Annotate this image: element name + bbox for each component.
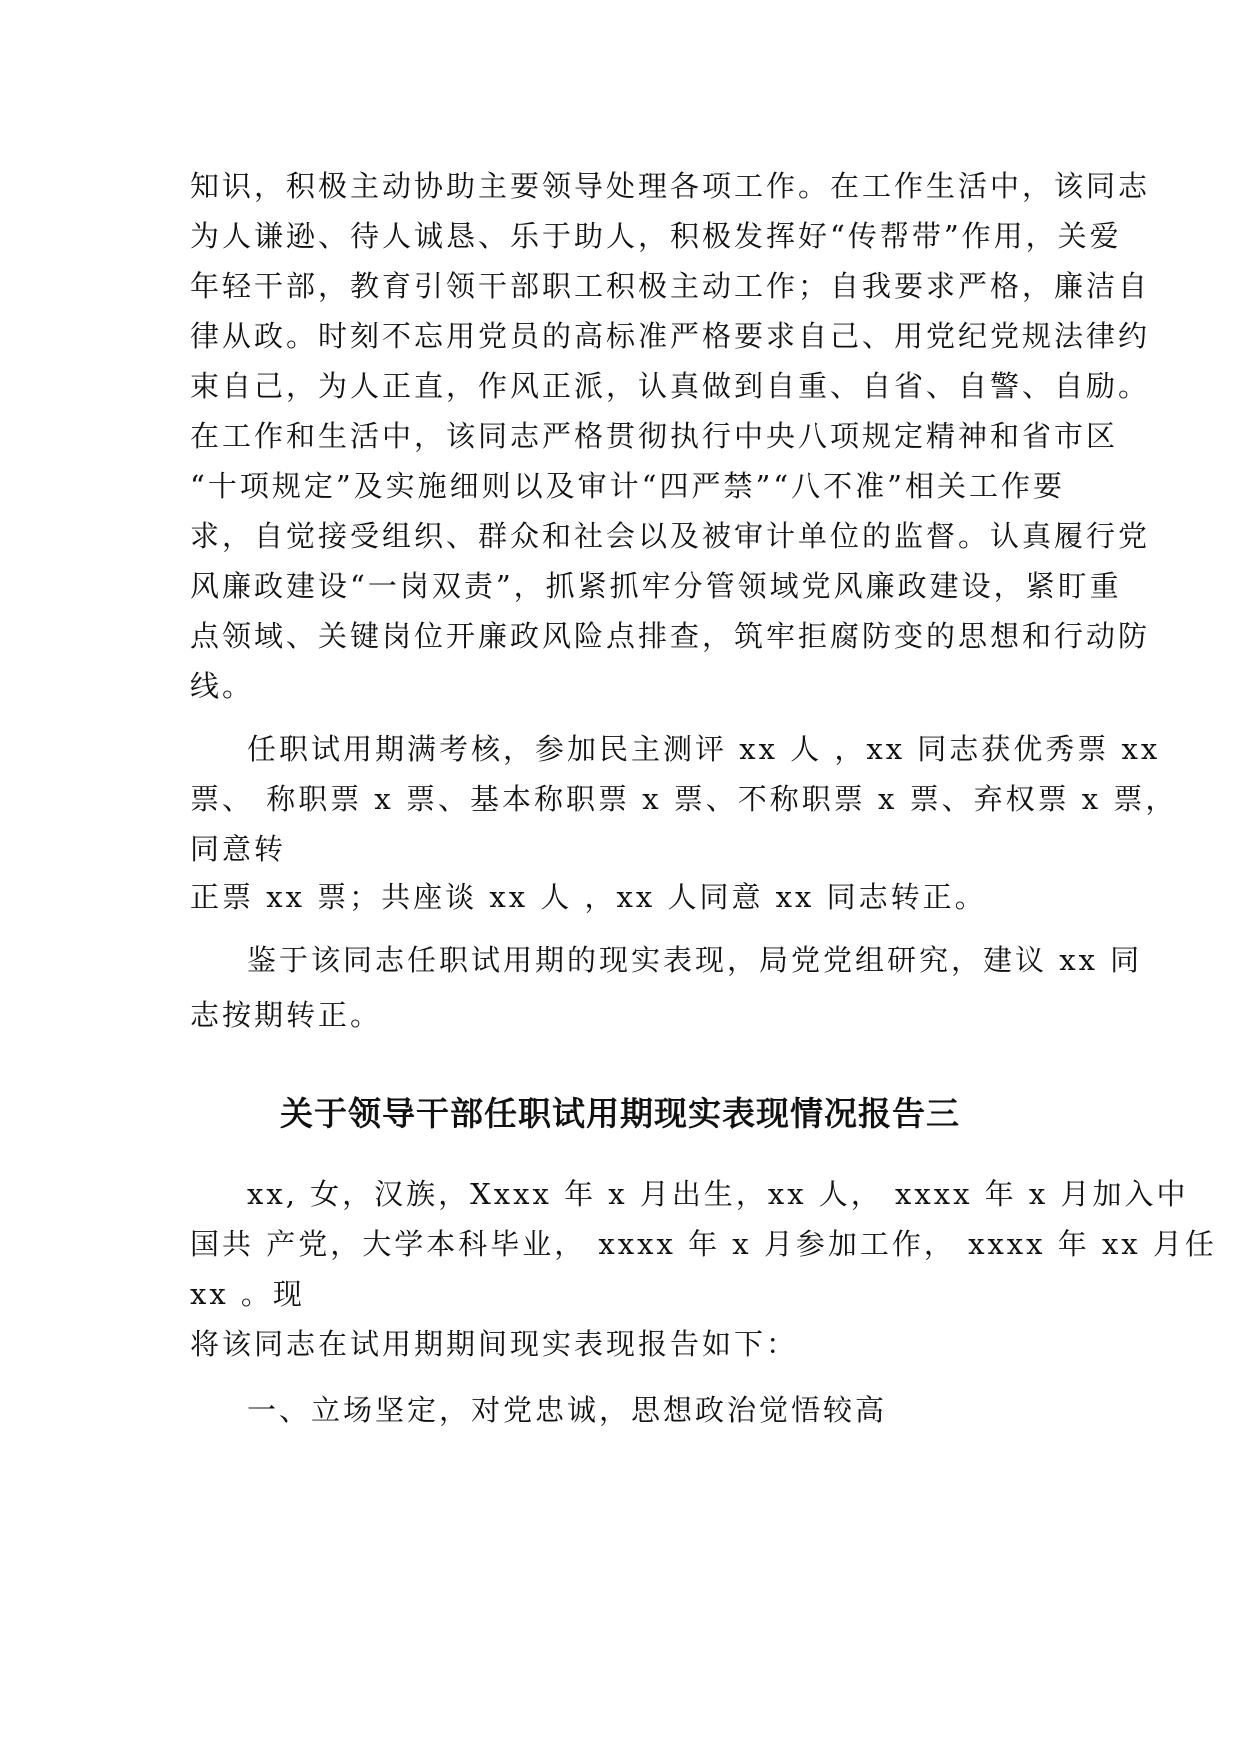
paragraph-line: 任职试用期满考核，参加民主测评 xx 人 ，xx 同志获优秀票 xx	[247, 732, 1161, 766]
paragraph-line: “十项规定”及实施细则以及审计“四严禁”“八不准”相关工作要	[190, 469, 1065, 503]
paragraph-line: 将该同志在试用期期间现实表现报告如下：	[190, 1327, 799, 1361]
paragraph-line: 为人谦逊、待人诚恳、乐于助人，积极发挥好“传帮带”作用，关爱	[190, 219, 1122, 253]
paragraph-line: 束自己，为人正直，作风正派，认真做到自重、自省、自警、自励。	[190, 369, 1151, 403]
paragraph-line: 律从政。时刻不忘用党员的高标准严格要求自己、用党纪党规法律约	[190, 319, 1151, 353]
paragraph-line: 年轻干部，教育引领干部职工积极主动工作；自我要求严格，廉洁自	[190, 269, 1151, 303]
paragraph-line: 知识，积极主动协助主要领导处理各项工作。在工作生活中，该同志	[190, 169, 1151, 203]
section-title: 关于领导干部任职试用期现实表现情况报告三	[280, 1094, 960, 1133]
paragraph-line: 鉴于该同志任职试用期的现实表现，局党党组研究，建议 xx 同	[247, 943, 1143, 977]
paragraph-line: 风廉政建设“一岗双责”，抓紧抓牢分管领域党风廉政建设，紧盯重	[190, 569, 1122, 603]
paragraph-line: 票、 称职票 x 票、基本称职票 x 票、不称职票 x 票、弃权票 x 票，	[190, 782, 1178, 816]
paragraph-line: xx 。现	[190, 1277, 305, 1311]
paragraph-line: 求，自觉接受组织、群众和社会以及被审计单位的监督。认真履行党	[190, 519, 1151, 553]
paragraph-line: 点领域、关键岗位开廉政风险点排查，筑牢拒腐防变的思想和行动防	[190, 619, 1151, 653]
paragraph-line: 志按期转正。	[190, 998, 383, 1032]
paragraph-line: 同意转	[190, 832, 287, 866]
paragraph-line: 在工作和生活中，该同志严格贯彻执行中央八项规定精神和省市区	[190, 419, 1119, 453]
paragraph-line: xx, 女，汉族，Xxxx 年 x 月出生，xx 人， xxxx 年 x 月加入中	[247, 1177, 1189, 1211]
paragraph-line: 线。	[190, 669, 255, 703]
paragraph-line: 正票 xx 票；共座谈 xx 人 ，xx 人同意 xx 同志转正。	[190, 880, 987, 914]
paragraph-line: 国共 产党，大学本科毕业， xxxx 年 x 月参加工作， xxxx 年 xx 月任	[190, 1227, 1217, 1261]
section-heading: 一、立场坚定，对党忠诚，思想政治觉悟较高	[247, 1393, 888, 1427]
